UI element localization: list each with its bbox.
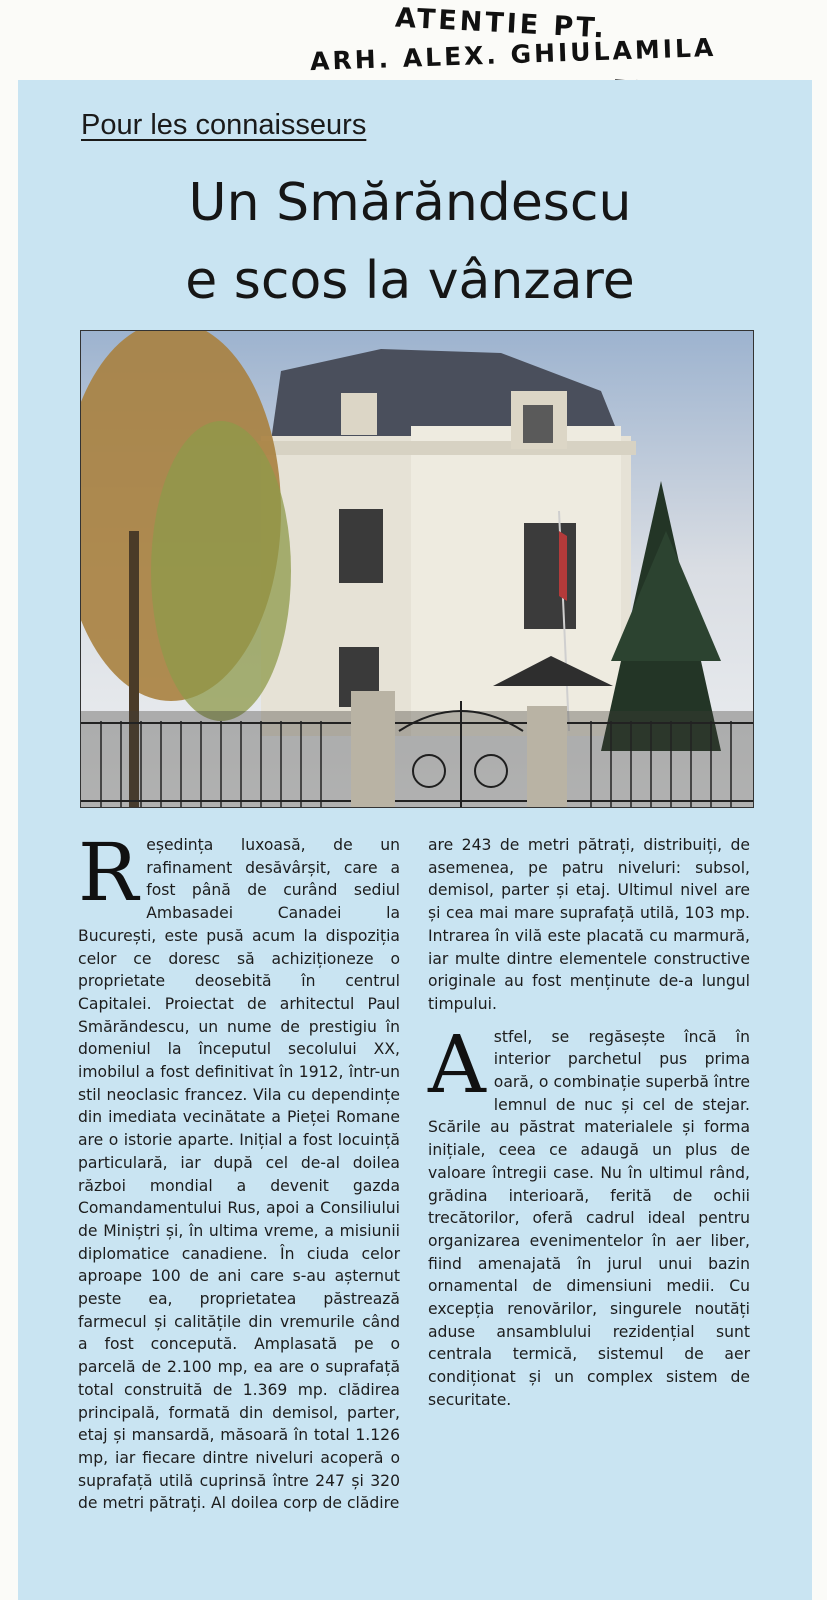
article-title: [110, 164, 710, 320]
drop-cap-r: R: [78, 826, 139, 919]
title-line-2: e scos la vânzare: [185, 251, 635, 311]
villa-illustration: [81, 331, 753, 807]
drop-cap-a: A: [428, 1017, 486, 1111]
handwritten-line-1: ATENTIE PT.: [394, 2, 608, 45]
article-paragraph-1: [78, 826, 400, 1515]
paragraph-1-text: eședința luxoasă, de un rafinament desăvârșit, care a fost până de curând sediul Ambasadei Canadei la București, este pusă acum la dispoziția celor ce doresc să achiziționeze o proprietate deosebită în centrul Capitalei. Proiectat de arhitectul Paul Smărăndescu, un nume de prestigiu în domeniul la începutul secolului XX, imobilul a fost definitivat în 1912, într-un stil neoclasic francez. Vila cu dependințe din imediata vecinătate a Pieței Romane are o istorie aparte. Inițial a fost locuință particulară, iar după cel de-al doilea război mondial a devenit gazda Comandamentului Rus, apoi a Consiliului de Miniștri și, în ultima vreme, a misiunii diplomatice canadiene. În ciuda celor aproape 100 de ani care s-au așternut peste ea, proprietatea păstrează farmecul și calitățile din vremurile când a fost concepută. Amplasată pe o parcelă de 2.100 mp, ea are o suprafață total construită de 1.369 mp. clădirea principală, formată din demisol, parter, etaj și mansardă, măsoară în total 1.126 mp, iar fiecare dintre niveluri acoperă o suprafață utilă cuprinsă între 247 și 320 de metri pătrați. Al doilea corp de clădire: [78, 836, 400, 1513]
article-column-2: [428, 834, 750, 1412]
article-column-1: [78, 826, 400, 1515]
title-line-1: Un Smărăndescu: [188, 173, 632, 233]
article-kicker: Pour les connaisseurs: [81, 109, 367, 141]
paragraph-2-text: stfel, se regăsește încă în interior parchetul pus prima oară, o combinație superbă între lemnul de nuc și cel de stejar. Scările au păstrat materialele și forma inițiale, ceea ce adaugă un plus de valoare întregii case. Nu în ultimul rând, grădina interioară, ferită de ochii trecătorilor, oferă cadrul ideal pentru organizarea evenimentelor în aer liber, fiind amenajată în jurul unui bazin ornamental de dimensiuni medii. Cu excepția renovărilor, singurele noutăți aduse ansamblului rezidențial sunt centrala termică, sistemul de aer condiționat și un complex sistem de securitate.: [428, 1027, 750, 1409]
villa-photo: [80, 330, 754, 808]
article-paragraph-2: [428, 1017, 750, 1412]
handwritten-line-2: ARH. ALEX. GHIULAMILA: [309, 32, 717, 77]
article-paragraph-1-continued: are 243 de metri pătrați, distribuiți, de asemenea, pe patru niveluri: subsol, demisol, parter și etaj. Ultimul nivel are și cea mai mare suprafață utilă, 103 mp. Intrarea în vilă este placată cu marmură, iar multe dintre elementele constructive originale au fost menținute de-a lungul timpului.: [428, 836, 750, 1013]
